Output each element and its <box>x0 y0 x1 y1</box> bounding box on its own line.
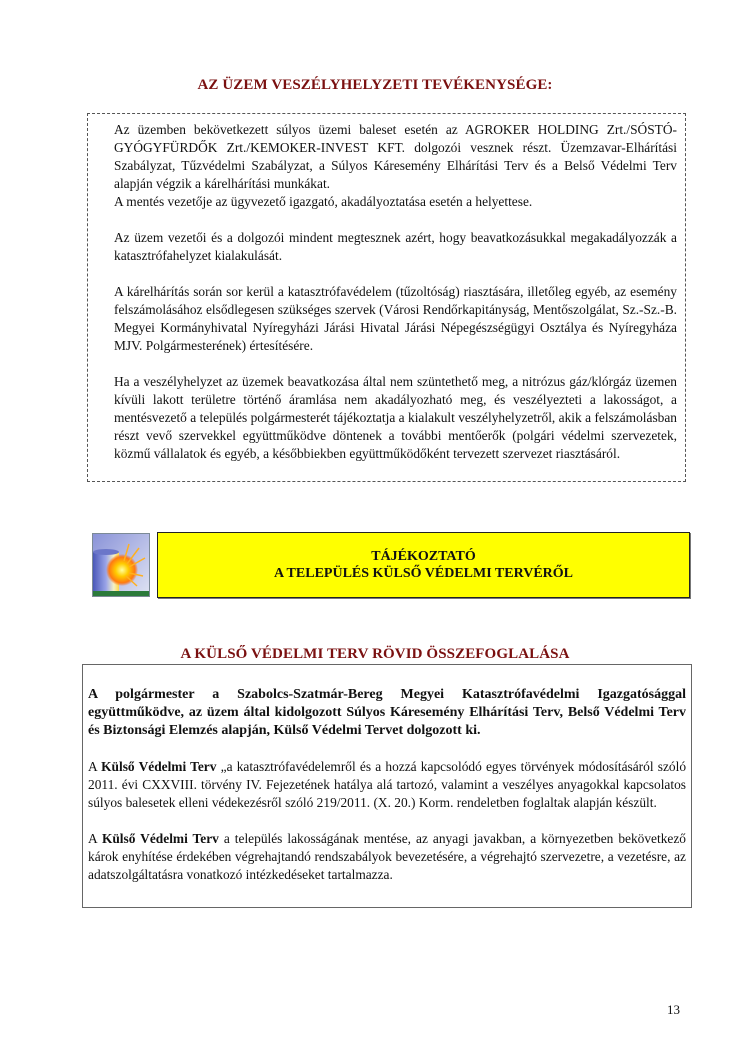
emergency-activity-box <box>87 113 686 482</box>
text: „a katasztrófavédelemről és a hozzá kapcsolódó egyes törvények módosításáról szóló 2011. évi CXXVIII. törvény IV. Fejezetének hatálya alá tartozó, valamint a veszélyes anyagokkal kapcsolatos súlyos balesetek elleni védekezésről szóló 219/2011. (X. 20.) Korm. rendeletben foglaltak alapján készült. <box>88 759 687 810</box>
paragraph: A kárelhárítás során sor kerül a katasztrófavédelem (tűzoltóság) riasztására, illetőleg egyéb, az esemény felszámolásához elsődlegesen szükséges szervek (Városi Rendőrkapitányság, Mentőszolgálat, Sz.-Sz.-B. Megyei Kormányhivatal Nyíregyházi Járási Hivatal Járási Népegészségügyi Osztálya és Nyíregyháza MJV. Polgármesterének) értesítésére. <box>114 284 677 353</box>
section-heading-summary: A KÜLSŐ VÉDELMI TERV RÖVID ÖSSZEFOGLALÁSA <box>180 646 570 662</box>
summary-text <box>88 686 686 902</box>
summary-box <box>82 664 692 908</box>
paragraph: Az üzemben bekövetkezett súlyos üzemi baleset esetén az AGROKER HOLDING Zrt./SÓSTÓ-GYÓGYFÜRDŐK Zrt./KEMOKER-INVEST KFT. dolgozói vesznek részt. Üzemzavar-Elhárítási Szabályzat, Tűzvédelmi Szabályzat, a Súlyos Káresemény Elhárítási Terv és a Belső Védelmi Terv alapján végzik a kárelhárítási munkákat. <box>114 122 677 191</box>
paragraph: A mentés vezetője az ügyvezető igazgató, akadályoztatása esetén a helyettese. <box>114 194 533 209</box>
info-banner <box>157 532 690 598</box>
emergency-activity-text <box>114 121 677 481</box>
text: a település lakosságának mentése, az anyagi javakban, a környezetben bekövetkező károk enyhítése érdekében végrehajtandó rendszabályok bevezetésére, a végrehajtó szervezetre, a vezetésre, az adatszolgáltatásra vonatkozó intézkedéseket tartalmazza. <box>88 831 687 882</box>
text: A <box>88 759 102 774</box>
bold-term: Külső Védelmi Terv <box>101 759 217 774</box>
banner-subtitle: A TELEPÜLÉS KÜLSŐ VÉDELMI TERVÉRŐL <box>273 566 574 581</box>
section-heading-emergency-activity: AZ ÜZEM VESZÉLYHELYZETI TEVÉKENYSÉGE: <box>197 77 553 93</box>
paragraph: Ha a veszélyhelyzet az üzemek beavatkozása által nem szüntethető meg, a nitrózus gáz/klórgáz üzemen kívüli lakott területre történő áramlása nem akadályozható meg, és veszélyezteti a lakosságot, a mentésvezető a település polgármesterét tájékoztatja a kialakult veszélyhelyzetről, akik a felszámolásban részt vevő szervekkel együttműködve döntenek a további mentőerők (polgári védelmi szervezetek, közmű vállalatok és egyéb, a későbbiekben együttműködőként tervezett szervezet riasztásáról. <box>114 374 677 461</box>
bold-term: Külső Védelmi Terv <box>101 831 219 846</box>
page-number: 13 <box>667 1002 680 1017</box>
summary-intro: A polgármester a Szabolcs-Szatmár-Bereg Megyei Katasztrófavédelmi Igazgatósággal együttműködve, az üzem által kidolgozott Súlyos Káresemény Elhárítási Terv, Belső Védelmi Terv és Biztonsági Elemzés alapján, Külső Védelmi Tervet dolgozott ki. <box>88 687 686 738</box>
paragraph <box>88 758 686 812</box>
text: A <box>88 831 102 846</box>
paragraph <box>88 830 686 884</box>
explosion-warning-icon <box>92 533 150 597</box>
banner-title: TÁJÉKOZTATÓ <box>371 549 476 564</box>
paragraph: Az üzem vezetői és a dolgozói mindent megtesznek azért, hogy beavatkozásukkal megakadályozzák a katasztrófahelyzet kialakulását. <box>114 230 677 263</box>
